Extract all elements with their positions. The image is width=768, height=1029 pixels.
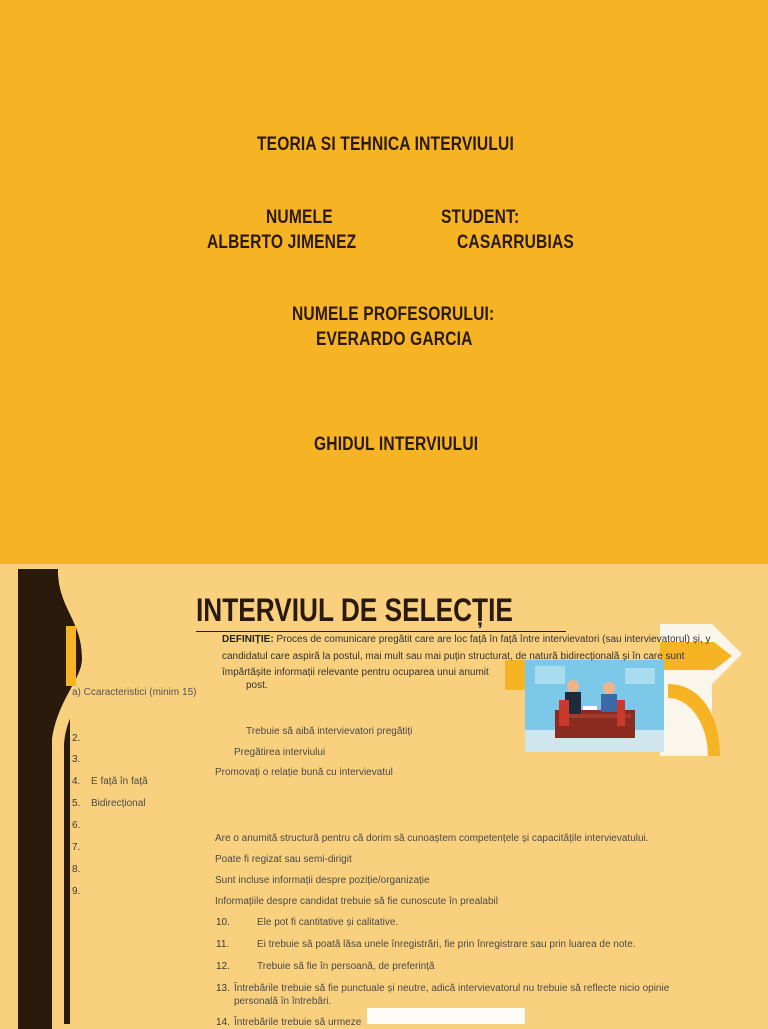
list-item: Informațiile despre candidat trebuie să fie cunoscute în prealabil [215, 896, 498, 907]
list-number: 6. [72, 820, 81, 831]
student-name-first: ALBERTO JIMENEZ [207, 232, 357, 253]
definition-paragraph [222, 632, 727, 682]
image-placeholder [367, 1008, 525, 1024]
professor-name: EVERARDO GARCIA [316, 329, 473, 350]
professor-label: NUMELE PROFESORULUI: [292, 304, 495, 325]
list-number: 8. [72, 864, 81, 875]
list-number: 11. [216, 939, 230, 950]
document-title: TEORIA SI TEHNICA INTERVIULUI [257, 134, 514, 155]
list-number: 7. [72, 842, 81, 853]
definition-label: DEFINIȚIE: [222, 634, 274, 645]
student-label: STUDENT: [441, 207, 520, 228]
list-item: Pregătirea interviului [234, 747, 326, 758]
list-item: Bidirecțional [91, 798, 146, 809]
list-number: 4. [72, 776, 81, 787]
definition-text: Proces de comunicare pregătit care are loc față în față între intervievatori (sau intervievatorul) și, y candidatul care aspiră la postul, mai mult sau mai puțin structurat, de natură bidirecțională și în care sunt împărtășite informații relevante pentru ocuparea unui anumit [222, 634, 711, 678]
list-item: Poate fi regizat sau semi-dirigit [215, 854, 352, 865]
slide-title: INTERVIUL DE SELECȚIE [196, 592, 513, 628]
list-item: Trebuie să aibă intervievatori pregătiți [246, 726, 413, 737]
list-item: personală în întrebări. [234, 996, 332, 1007]
list-number: 5. [72, 798, 81, 809]
list-item: E față în față [91, 776, 148, 787]
guide-heading: GHIDUL INTERVIULUI [314, 434, 479, 455]
list-item: Are o anumită structură pentru că dorim să cunoaștem competențele și capacitățile intervievatului. [215, 833, 649, 844]
list-item: Întrebările trebuie să urmeze [234, 1017, 362, 1028]
list-item: Trebuie să fie în persoană, de preferință [257, 961, 435, 972]
student-name-last: CASARRUBIAS [457, 232, 574, 253]
list-number: 13. [216, 983, 230, 994]
definition-tail: post. [246, 680, 268, 691]
list-item: Promovați o relație bună cu intervievatul [215, 767, 393, 778]
list-number: 14. [216, 1017, 230, 1028]
characteristics-heading: a) Ccaracteristici (minim 15) [72, 687, 197, 698]
list-item: Ei trebuie să poată lăsa unele înregistrări, fie prin înregistrare sau prin luarea de note. [257, 939, 636, 950]
list-item: Ele pot fi cantitative și calitative. [257, 917, 399, 928]
list-item: Sunt incluse informații despre poziție/organizație [215, 875, 430, 886]
list-number: 9. [72, 886, 81, 897]
yellow-tab-decor [66, 626, 76, 686]
list-number: 2. [72, 733, 81, 744]
list-number: 12. [216, 961, 230, 972]
list-number: 3. [72, 754, 81, 765]
numele-label: NUMELE [266, 207, 333, 228]
list-number: 10. [216, 917, 230, 928]
list-item: Întrebările trebuie să fie punctuale și neutre, adică intervievatorul nu trebuie să reflecte nicio opinie [234, 983, 670, 994]
